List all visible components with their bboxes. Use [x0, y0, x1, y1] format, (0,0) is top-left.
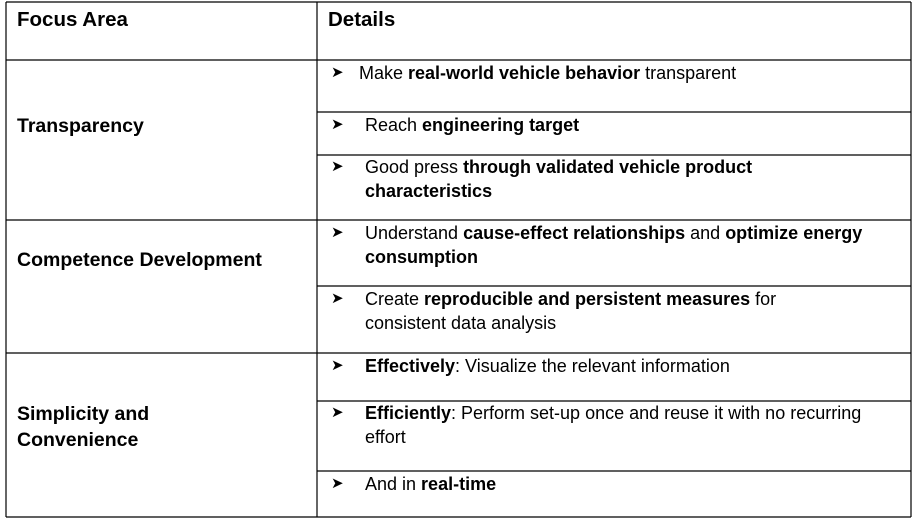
bullet-text-run: optimize energy consumption: [365, 223, 863, 267]
bullet-text-run: Effectively: [365, 356, 456, 376]
arrowhead-bullet-icon: ➤: [331, 475, 344, 492]
detail-bullet: [331, 61, 901, 85]
arrowhead-bullet-icon: ➤: [331, 116, 344, 133]
arrowhead-bullet-icon: ➤: [331, 224, 344, 241]
bullet-text-run: real-world vehicle behavior: [408, 63, 641, 83]
arrowhead-bullet-icon: ➤: [331, 404, 344, 421]
detail-bullet: [331, 155, 871, 203]
bullet-text-run: Make: [359, 63, 409, 83]
bullet-text: [359, 61, 901, 85]
detail-bullet: [331, 221, 871, 269]
bullet-text: [365, 287, 861, 335]
bullet-text: [365, 221, 871, 269]
arrowhead-bullet-icon: ➤: [331, 290, 344, 307]
focus-area-transparency: Transparency: [17, 115, 144, 137]
detail-bullet: [331, 354, 901, 378]
bullet-text-run: Understand: [365, 223, 464, 243]
bullet-text: [365, 401, 876, 449]
bullet-text: [365, 155, 871, 203]
bullet-text-run: through validated vehicle product characteristics: [365, 157, 753, 201]
bullet-text-run: Reach: [365, 115, 423, 135]
bullet-text: [365, 472, 901, 496]
arrowhead-bullet-icon: ➤: [331, 64, 344, 81]
bullet-text-run: : Visualize the relevant information: [455, 356, 730, 376]
bullet-text-run: and: [685, 223, 726, 243]
detail-bullet: [331, 401, 876, 449]
bullet-text-run: transparent: [640, 63, 737, 83]
bullet-text-run: Good press: [365, 157, 464, 177]
focus-area-simplicity-convenience: Simplicity and Convenience: [17, 403, 150, 451]
detail-bullet: [331, 287, 861, 335]
detail-bullet: [331, 472, 901, 496]
bullet-text-run: Efficiently: [365, 403, 452, 423]
bullet-text-run: : Perform set-up once and reuse it with no recurring effort: [365, 403, 862, 447]
arrowhead-bullet-icon: ➤: [331, 357, 344, 374]
bullet-text-run: Create: [365, 289, 425, 309]
arrowhead-bullet-icon: ➤: [331, 158, 344, 175]
bullet-text-run: real-time: [421, 474, 497, 494]
bullet-text-run: cause-effect relationships: [463, 223, 686, 243]
bullet-text-run: reproducible and persistent measures: [424, 289, 751, 309]
detail-bullet: [331, 113, 901, 137]
bullet-text-run: for consistent data analysis: [365, 289, 777, 333]
header-focus-area: Focus Area: [17, 8, 128, 31]
bullet-text-run: And in: [365, 474, 422, 494]
bullet-text: [365, 354, 901, 378]
bullet-text-run: engineering target: [422, 115, 580, 135]
header-details: Details: [328, 8, 396, 31]
bullet-text: [365, 113, 901, 137]
focus-area-competence-development: Competence Development: [17, 249, 262, 271]
